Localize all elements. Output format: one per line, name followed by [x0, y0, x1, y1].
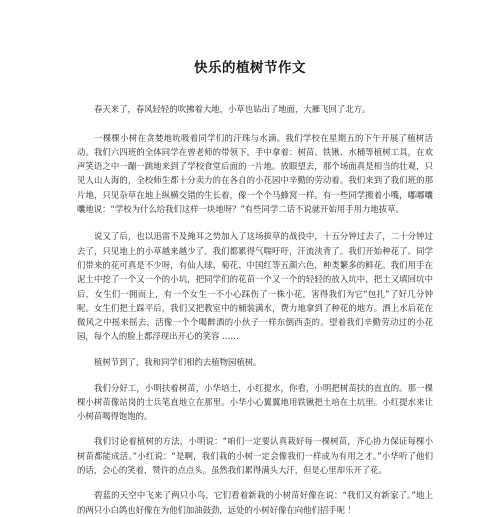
paragraph-2: 一棵棵小树在贪婪地吮吸着同学们的汗珠与水滴。我们学校在星期五的下午开展了植树活动。我们六四班的全体同学在曾老师的带领下，手中拿着：树苗、铁锹、水桶等植树工具，在欢声笑语之中一蹦一跳地来到了学校食堂后面的一片地。放眼望去，那个场面真是相当的壮观，只见人山人海的，全校师生都十分卖力的在各自的小花园中辛勤的劳动着。我们来到了我们班的那片地，只见杂草在地上纵横交错的生长着，像一个个马蜂窝一样。有一些同学搬着小嘴，嘟嘟囔囔地说：“学校为什么给我们这样一块地呀？”有些同学二话不说就开始用手用力地拔草。 [77, 132, 433, 215]
paragraph-7: 碧蓝的天空中飞来了两只小鸟，它们看着新栽的小树苗好像在说：“我们又有新家了。”地上的两只小白鸽也好像在为他们加油鼓劲，远处的小树好像在向他们招手呢 ！ [77, 490, 433, 515]
paragraph-5: 我们分好工，小明扶着树苗，小华培土，小红提水，你看，小明把树苗扶的直直的。那一棵棵小树苗像站岗的士兵笔直地立在那里。小华小心翼翼地用铁锹把土培在土坑里。小红提水来让小树苗喝得饱饱的。 [77, 382, 433, 422]
article-body [77, 102, 433, 517]
paragraph-3: 说又了后，也以迅雷不及掩耳之势加入了这场拔草的战役中，十五分钟过去了，二十分钟过去了，只见地上的小草越来越少了。我们都累得气喘吁吁，汗流浃背了。我们开始种花了。同学们带来的花可真是不少呀，有仙人球、菊花、中国红等五颜六色，种类繁多的鲜花。我们用手在泥土中挖了一个又一个的小坑，把同学们的花苗一个又一个的轻轻的放入坑中，把土又填回坑中后，女生们一拥而上，有一个女生一不小心踩伤了一株小花，害得我们为它“包扎”了好几分钟呢。女生们把土踩平后，我们又把教室中的桶装满水，费力地拿到了种花的地方。洒上水后花在微风之中摇来摇去，活像一个个喝醉酒的小伙子一样东倒西歪的。望着我们辛勤劳动过的小花园，每个人的脸上都浮现出开心的笑容 …… [77, 231, 433, 342]
paragraph-1: 春天来了，春风轻轻的吹拂着大地，小草也钻出了地面，大雁飞回了北方。 [94, 104, 371, 114]
paragraph-6: 我们讨论着植树的方法，小明说：“咱们一定要认真栽好每一棵树苗，齐心协力保证每棵小树苗都能成活。”小红说：“是啊，我们栽的小树一定会像我们一样成为有用之才。”小华听了他们的话，会心的笑着，赞许的点点头。虽然我们累得满头大汗，但是心里却乐开了花。 [77, 436, 433, 476]
paragraph-4: 植树节到了，我和同学们相约去植物园植树。 [94, 357, 262, 368]
page-title: 快乐的植树节作文 [194, 60, 306, 76]
